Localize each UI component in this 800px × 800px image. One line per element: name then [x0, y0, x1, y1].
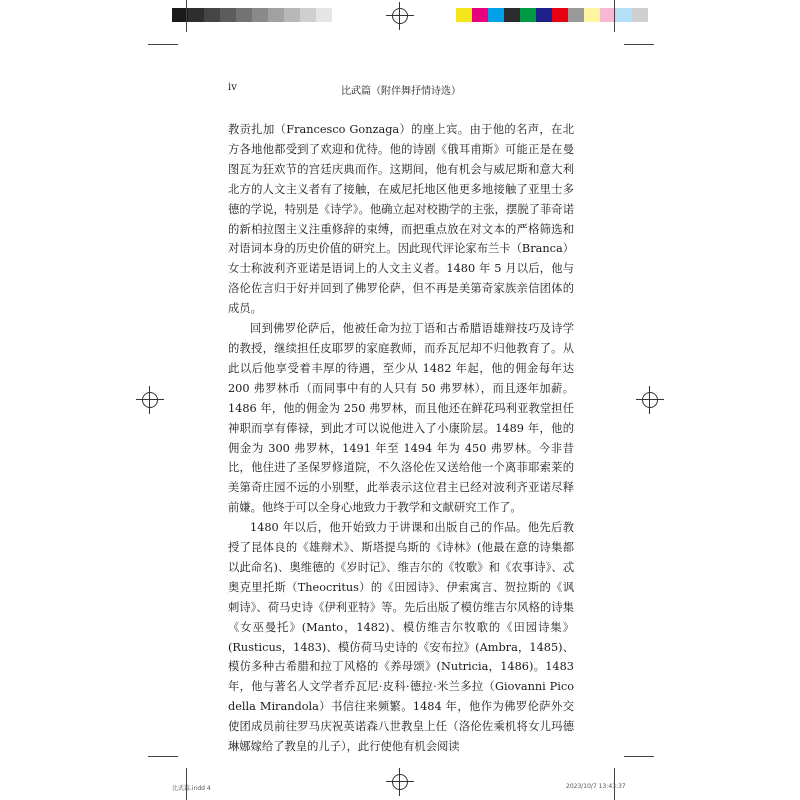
color-swatch	[536, 8, 552, 22]
color-swatch	[504, 8, 520, 22]
gray-swatch	[300, 8, 316, 22]
running-header	[228, 82, 574, 98]
registration-mark-bottom	[386, 768, 414, 796]
paragraph-1: 教贡扎加（Francesco Gonzaga）的座上宾。由于他的名声，在北方各地他都受到了欢迎和优待。他的诗剧《俄耳甫斯》可能正是在曼图瓦为狂欢节的宫廷庆典而作。这期间，他有机会与威尼斯和意大利北方的人文主义者有了接触，在威尼托地区他更多地接触了亚里士多德的学说，特别是《诗学》。他确立起对校勘学的主张，摆脱了菲奇诺的新柏拉图主义注重修辞的束缚，而把重点放在对文本的严格筛选和对语词本身的历史价值的研究上。因此现代评论家布兰卡（Branca）女士称波利齐亚诺是语词上的人文主义者。1480 年 5 月以后，他与洛伦佐言归于好并回到了佛罗伦萨，但不再是美第奇家族亲信团体的成员。	[228, 123, 574, 316]
gray-swatch	[284, 8, 300, 22]
gray-swatch	[220, 8, 236, 22]
color-swatch	[552, 8, 568, 22]
footer-file-name: 比武篇.indd 4	[172, 785, 211, 792]
color-swatch	[488, 8, 504, 22]
page-number: iv	[228, 82, 237, 93]
running-title: 比武篇（附伴舞抒情诗选）	[341, 86, 461, 97]
color-swatch	[632, 8, 648, 22]
crop-mark-bottom-left-h	[148, 756, 178, 757]
body-text	[228, 120, 574, 757]
gray-swatch	[252, 8, 268, 22]
color-swatch	[520, 8, 536, 22]
registration-mark-top	[386, 2, 414, 30]
color-swatch	[616, 8, 632, 22]
registration-mark-left	[136, 386, 164, 414]
paragraph-3: 1480 年以后，他开始致力于讲课和出版自己的作品。他先后教授了昆体良的《雄辩术》、斯塔提乌斯的《诗林》(他最在意的诗集都以此命名)、奥维德的《岁时记》、维吉尔的《牧歌》和《农事诗》、忒奥克里托斯（Theocritus）的《田园诗》、伊索寓言、贺拉斯的《讽刺诗》、荷马史诗《伊利亚特》等。先后出版了模仿维吉尔风格的诗集《女巫曼托》(Manto，1482)、模仿维吉尔牧歌的《田园诗集》(Rusticus，1483)、模仿荷马史诗的《安布拉》(Ambra，1485)、模仿多种古希腊和拉丁风格的《养母颂》(Nutricia，1486)。1483 年，他与著名人文学者乔瓦尼·皮科·德拉·米兰多拉（Giovanni Pico della Mirandola）书信往来频繁。1484 年，他作为佛罗伦萨外交使团成员前往罗马庆祝英诺森八世教皇上任（洛伦佐乘机将女儿玛德琳娜嫁给了教皇的儿子），此行使他有机会阅读	[228, 521, 574, 754]
gray-swatch	[316, 8, 332, 22]
crop-mark-top-right-h	[624, 44, 654, 45]
gray-swatch	[268, 8, 284, 22]
gray-swatch	[236, 8, 252, 22]
crop-mark-top-left-h	[148, 44, 178, 45]
crop-mark-top-left-v	[186, 0, 187, 32]
crop-mark-top-right-v	[614, 0, 615, 32]
color-swatch	[568, 8, 584, 22]
color-swatch	[456, 8, 472, 22]
footer-timestamp: 2023/10/7 13:43:37	[566, 783, 626, 790]
registration-mark-right	[636, 386, 664, 414]
gray-swatch	[204, 8, 220, 22]
color-swatch	[584, 8, 600, 22]
gray-swatch	[188, 8, 204, 22]
color-swatch	[472, 8, 488, 22]
paragraph-2: 回到佛罗伦萨后，他被任命为拉丁语和古希腊语雄辩技巧及诗学的教授，继续担任皮耶罗的家庭教师，而乔瓦尼却不归他教育了。从此以后他享受着丰厚的待遇，至少从 1482 年起，他的佣金每年达 200 弗罗林币（而同事中有的人只有 50 弗罗林），而且逐年加薪。1486 年，他的佣金为 250 弗罗林，而且他还在鲜花玛利亚教堂担任神职而享有俸禄，到此才可以说他进入了小康阶层。1489 年，他的佣金为 300 弗罗林，1491 年至 1494 年为 450 弗罗林。今非昔比，他住进了圣保罗修道院，不久洛伦佐又送给他一个离菲耶索莱的美第奇庄园不远的小别墅，此举表示这位君主已经对波利齐亚诺尽释前嫌。他终于可以全身心地致力于教学和文献研究工作了。	[228, 322, 574, 515]
crop-mark-bottom-right-h	[624, 756, 654, 757]
